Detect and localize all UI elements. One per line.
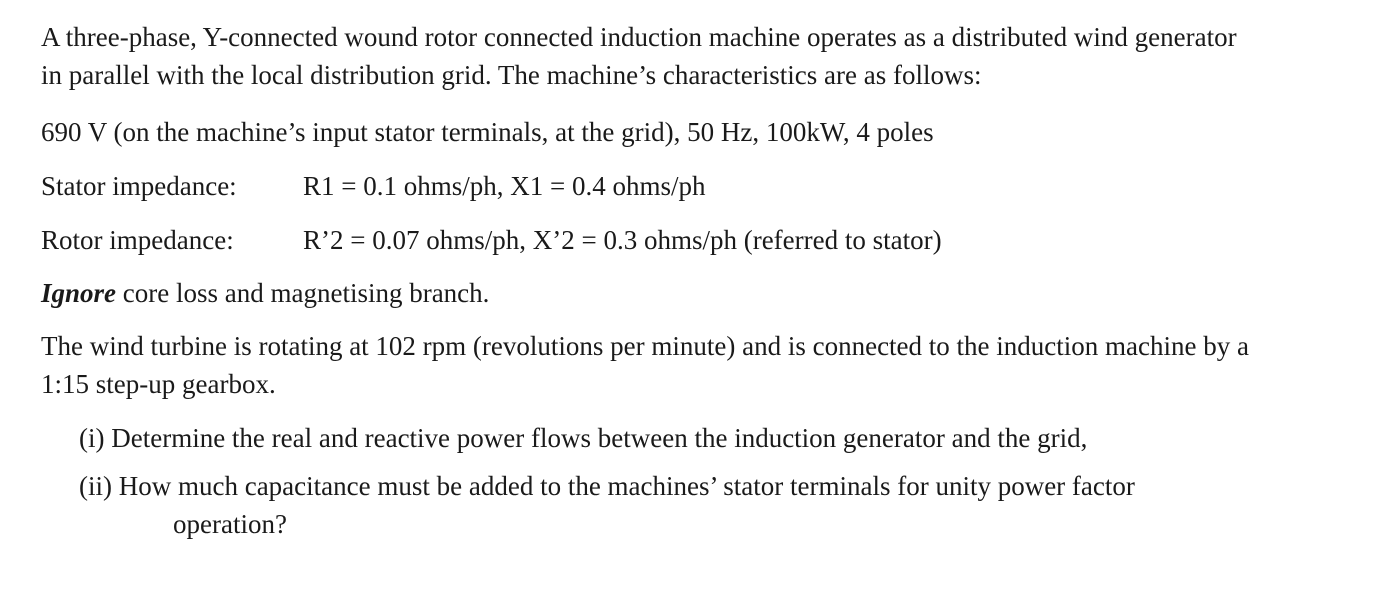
stator-impedance-label: Stator impedance:: [41, 171, 237, 201]
question-2-line-1: (ii) How much capacitance must be added to the machines’ stator terminals for unity power factor: [79, 471, 1135, 501]
ignore-emphasis: Ignore: [41, 278, 117, 308]
intro-paragraph: [41, 18, 1237, 94]
ignore-rest: core loss and magnetising branch.: [116, 278, 490, 308]
wind-turbine-paragraph: [41, 327, 1249, 403]
intro-line-1: A three-phase, Y-connected wound rotor connected induction machine operates as a distributed wind generator: [41, 22, 1237, 52]
rotor-impedance-value: R’2 = 0.07 ohms/ph, X’2 = 0.3 ohms/ph (referred to stator): [303, 225, 942, 255]
wind-line-1: The wind turbine is rotating at 102 rpm (revolutions per minute) and is connected to the induction machine by a: [41, 331, 1249, 361]
question-2: [79, 467, 1135, 543]
question-2-line-2: operation?: [173, 509, 287, 539]
stator-impedance-value: R1 = 0.1 ohms/ph, X1 = 0.4 ohms/ph: [303, 171, 706, 201]
stator-impedance-row: [41, 167, 705, 205]
ignore-note: [41, 274, 489, 312]
wind-line-2: 1:15 step-up gearbox.: [41, 369, 276, 399]
question-1: (i) Determine the real and reactive power flows between the induction generator and the grid,: [79, 423, 1088, 453]
rotor-impedance-label: Rotor impedance:: [41, 225, 234, 255]
intro-line-2: in parallel with the local distribution grid. The machine’s characteristics are as follows:: [41, 60, 982, 90]
machine-specs: 690 V (on the machine’s input stator terminals, at the grid), 50 Hz, 100kW, 4 poles: [41, 117, 934, 147]
rotor-impedance-row: [41, 221, 942, 259]
